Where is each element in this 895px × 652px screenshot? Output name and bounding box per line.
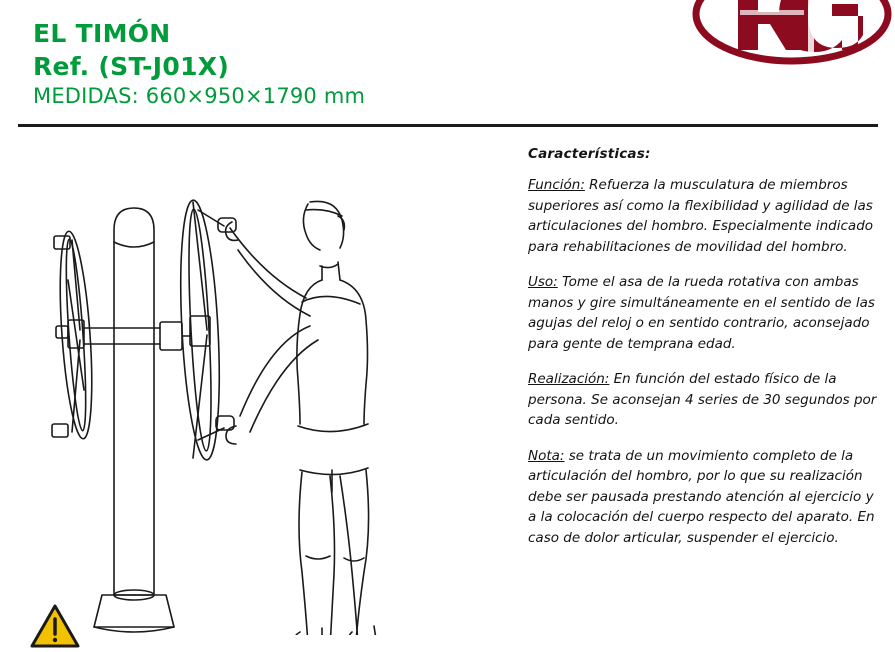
paragraph-realizacion-text: En función del estado físico de la persona. Se aconsejan 4 series de 30 segundos por cada sentido. (528, 371, 877, 429)
paragraph-realizacion-lead: Realización: (528, 371, 610, 388)
paragraph-uso-lead: Uso: (528, 274, 558, 291)
document-header (0, 0, 895, 122)
characteristics-section (528, 146, 878, 563)
rg-logo (680, 0, 895, 71)
warning-triangle-icon (30, 604, 80, 648)
title-block (33, 18, 365, 110)
paragraph-funcion-text: Refuerza la musculatura de miembros superiores así como la flexibilidad y agilidad de las articulaciones del hombro. Especialmente indicado para rehabilitaciones de movilidad del hombro. (528, 177, 874, 255)
paragraph-funcion (528, 175, 878, 257)
paragraph-uso-text: Tome el asa de la rueda rotativa con ambas manos y gire simultáneamente en el sentido de las agujas del reloj o en sentido contrario, aconsejado para gente de temprana edad. (528, 274, 875, 352)
paragraph-nota-text: se trata de un movimiento completo de la articulación del hombro, por lo que su realización debe ser pausada prestando atención al ejercicio y a la colocación del cuerpo respecto del aparato. En caso de dolor articular, suspender el ejercicio. (528, 447, 875, 546)
paragraph-uso (528, 272, 878, 354)
product-measures: MEDIDAS: 660×950×1790 mm (33, 84, 366, 108)
paragraph-nota-lead: Nota: (528, 447, 565, 464)
characteristics-heading: Características: (528, 146, 651, 162)
paragraph-realizacion (528, 369, 878, 431)
header-divider (18, 124, 878, 127)
page-title: EL TIMÓN (33, 19, 171, 48)
paragraph-nota (528, 446, 878, 549)
product-reference: Ref. (ST-J01X) (33, 51, 230, 81)
shoulder-wheel-exercise-drawing (10, 140, 510, 635)
paragraph-funcion-lead: Función: (528, 177, 585, 193)
